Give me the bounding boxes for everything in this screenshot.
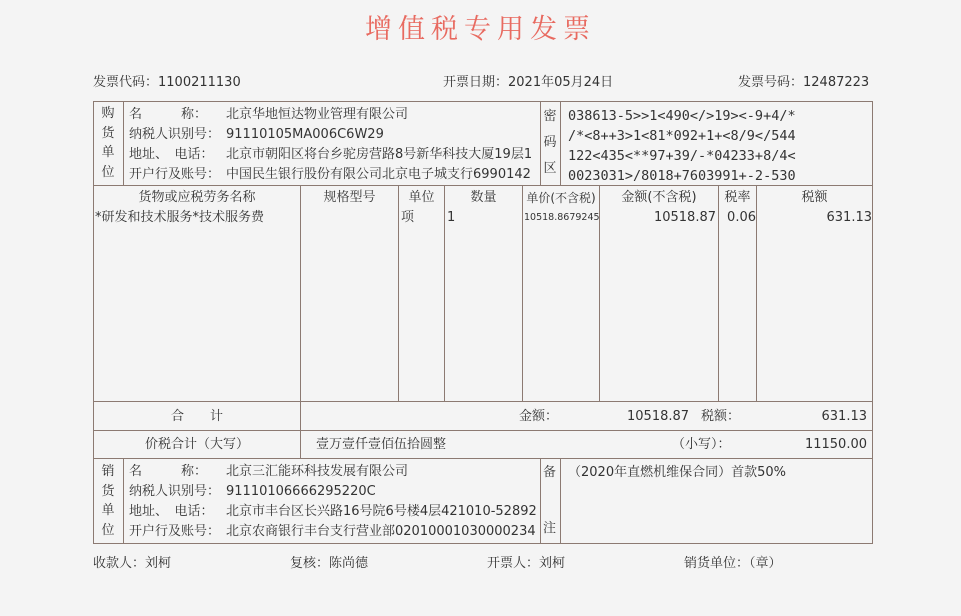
invoice-number-label: 发票号码： xyxy=(738,75,804,90)
cipher-line: 122<435<**97+39/-*04233+8/4< xyxy=(568,148,796,164)
table-border-bottom xyxy=(93,543,873,544)
col-divider-unit xyxy=(398,185,399,401)
seller-name: 北京三汇能环科技发展有限公司 xyxy=(226,464,409,479)
buyer-name: 北京华地恒达物业管理有限公司 xyxy=(226,107,409,122)
invoice-date-value: 2021年05月24日 xyxy=(508,75,614,90)
cipher-line: 038613-5>>1<490</>19><-9+4/* xyxy=(568,108,796,124)
cipher-line: 0023031>/8018+7603991+-2-530 xyxy=(568,168,796,184)
grand-total-label: 价税合计（大写） xyxy=(144,437,249,452)
table-line-grandtotal-bottom xyxy=(93,458,873,459)
col-header-name: 货物或应税劳务名称 xyxy=(138,190,256,205)
remarks-text: （2020年直燃机维保合同）首款50% xyxy=(568,465,786,480)
invoice-code-label: 发票代码： xyxy=(93,75,159,90)
cipher-label-divider xyxy=(560,101,561,185)
remarks-label-bottom: 注 xyxy=(543,521,557,536)
seller-taxid: 91110106666295220C xyxy=(226,484,376,499)
col-divider-qty xyxy=(444,185,445,401)
cipher-line: /*<8++3>1<81*092+1+<8/9</544 xyxy=(568,128,796,144)
footer-issuer-label: 开票人： xyxy=(487,556,540,571)
remarks-label-top: 备 xyxy=(543,465,557,480)
total-tax-label: 税额： xyxy=(701,409,741,424)
total-amount-label: 金额： xyxy=(519,409,559,424)
seller-name-label: 名 称： xyxy=(129,464,208,479)
total-tax: 631.13 xyxy=(821,409,867,424)
invoice-number xyxy=(738,75,869,91)
buyer-section-label: 购货单位 xyxy=(101,106,115,180)
col-header-spec: 规格型号 xyxy=(323,190,376,205)
buyer-taxid-label: 纳税人识别号： xyxy=(129,127,221,142)
item-name: *研发和技术服务*技术服务费 xyxy=(95,210,265,225)
col-header-price: 单价(不含税) xyxy=(526,191,596,205)
col-header-unit: 单位 xyxy=(408,190,435,205)
buyer-address: 北京市朝阳区将台乡驼房营路8号新华科技大厦19层1 xyxy=(226,147,533,162)
item-amount: 10518.87 xyxy=(653,210,716,225)
cipher-section-label: 密码区 xyxy=(543,109,557,176)
seller-bank-label: 开户行及账号： xyxy=(129,524,221,539)
grand-total-lower-label: （小写）： xyxy=(672,437,731,452)
col-divider-price xyxy=(522,185,523,401)
total-amount: 10518.87 xyxy=(627,409,690,424)
footer-payee xyxy=(93,556,171,572)
cipher-text xyxy=(568,106,796,186)
seller-taxid-label: 纳税人识别号： xyxy=(129,484,221,499)
footer-payee-value: 刘柯 xyxy=(145,556,172,571)
seller-section-label: 销货单位 xyxy=(101,464,115,538)
footer-reviewer-label: 复核： xyxy=(290,556,330,571)
footer-reviewer xyxy=(290,556,368,572)
seller-bank: 北京农商银行丰台支行营业部02010001030000234 xyxy=(226,524,536,539)
buyer-label-divider xyxy=(123,101,124,185)
seller-address: 北京市丰台区长兴路16号院6号楼4层421010-52892 xyxy=(226,504,537,519)
item-price: 10518.8679245 xyxy=(524,212,600,223)
item-qty: 1 xyxy=(447,210,456,225)
col-divider-spec xyxy=(300,185,301,401)
seller-address-label: 地址、 电话： xyxy=(129,504,214,519)
grand-total-upper: 壹万壹仟壹佰伍拾圆整 xyxy=(316,437,447,452)
buyer-bank-label: 开户行及账号： xyxy=(129,167,221,182)
invoice-title: 增值税专用发票 xyxy=(365,14,596,45)
col-header-amount: 金额(不含税) xyxy=(621,190,697,205)
table-border-right xyxy=(872,101,873,543)
remarks-label-divider xyxy=(560,458,561,543)
table-line-total-bottom xyxy=(93,430,873,431)
grand-total-lower: 11150.00 xyxy=(804,437,867,452)
item-tax: 631.13 xyxy=(826,210,872,225)
invoice-date-label: 开票日期： xyxy=(443,75,509,90)
seller-label-divider xyxy=(123,458,124,543)
table-border-left xyxy=(93,101,94,543)
buyer-address-label: 地址、 电话： xyxy=(129,147,214,162)
item-rate: 0.06 xyxy=(727,210,756,225)
footer-payee-label: 收款人： xyxy=(93,556,146,571)
total-label: 合 计 xyxy=(170,409,223,424)
invoice-date xyxy=(443,75,613,91)
col-header-qty: 数量 xyxy=(470,190,497,205)
col-header-rate: 税率 xyxy=(724,190,751,205)
total-label-divider xyxy=(300,401,301,458)
table-border-top xyxy=(93,101,873,102)
footer-issuer-value: 刘柯 xyxy=(539,556,566,571)
footer-seller-seal: 销货单位：（章） xyxy=(684,556,782,571)
col-header-tax: 税额 xyxy=(801,190,828,205)
table-line-items-bottom xyxy=(93,401,873,402)
footer-issuer xyxy=(487,556,565,572)
buyer-name-label: 名 称： xyxy=(129,107,208,122)
footer-reviewer-value: 陈尚德 xyxy=(329,556,369,571)
invoice-code-value: 1100211130 xyxy=(158,75,241,90)
item-unit: 项 xyxy=(401,210,415,225)
invoice-code xyxy=(93,75,241,91)
invoice-number-value: 12487223 xyxy=(803,75,870,90)
buyer-bank: 中国民生银行股份有限公司北京电子城支行6990142 xyxy=(226,167,531,182)
remarks-left-divider xyxy=(540,458,541,543)
buyer-taxid: 91110105MA006C6W29 xyxy=(226,127,384,142)
